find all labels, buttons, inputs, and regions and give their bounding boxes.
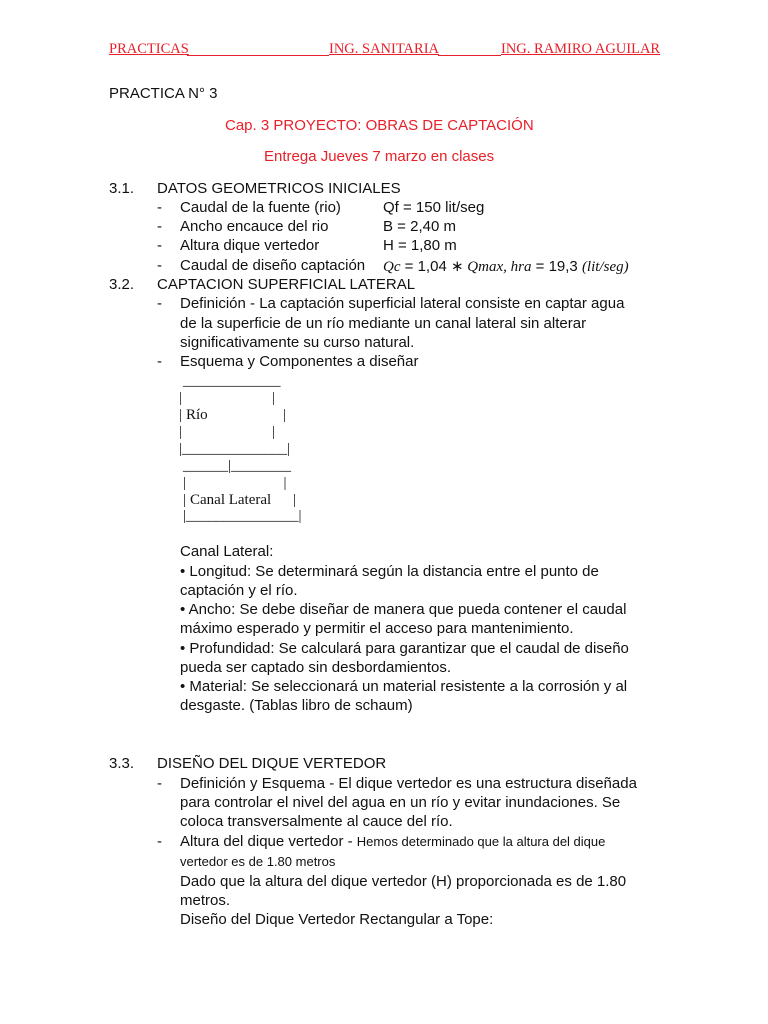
section-33-number: 3.3. bbox=[109, 755, 135, 772]
section-31-number: 3.1. bbox=[109, 180, 135, 197]
canal-box-bottom: |_______________| bbox=[183, 508, 302, 524]
delivery-note: Entrega Jueves 7 marzo en clases bbox=[264, 148, 495, 165]
list-dash: - bbox=[157, 237, 162, 254]
list-dash: - bbox=[157, 353, 162, 370]
formula-eq2: = 19,3 bbox=[531, 258, 582, 275]
list-dash: - bbox=[157, 199, 162, 216]
list-dash: - bbox=[157, 257, 162, 274]
section-32-title: CAPTACION SUPERFICIAL LATERAL bbox=[157, 276, 416, 293]
canal-line: pueda ser captado sin desbordamientos. bbox=[180, 659, 452, 676]
given-line: Dado que la altura del dique vertedor (H) proporcionada es de 1.80 bbox=[180, 873, 627, 890]
list-dash: - bbox=[157, 775, 162, 792]
connector-line: ______|________ bbox=[183, 458, 292, 474]
canal-line: desgaste. (Tablas libro de schaum) bbox=[180, 697, 413, 714]
canal-line: captación y el río. bbox=[180, 582, 298, 599]
river-box-side: | | bbox=[179, 390, 276, 406]
list-dash: - bbox=[157, 295, 162, 312]
formula-times: ∗ bbox=[450, 258, 464, 275]
height-note: Hemos determinado que la altura del dique bbox=[356, 834, 606, 849]
item-label: Caudal de la fuente (rio) bbox=[180, 199, 341, 216]
height-label: Altura del dique vertedor - bbox=[180, 833, 357, 850]
height-line bbox=[180, 833, 605, 850]
canal-box-side: | bbox=[183, 492, 187, 508]
design-flow-label: Caudal de diseño captación bbox=[180, 257, 366, 274]
definition-line: Definición y Esquema - El dique vertedor es una estructura diseñada bbox=[180, 775, 637, 792]
river-box-side: | bbox=[179, 407, 183, 423]
canal-box-side: | | bbox=[183, 475, 287, 491]
design-line: Diseño del Dique Vertedor Rectangular a Tope: bbox=[180, 911, 494, 928]
list-dash: - bbox=[157, 833, 162, 850]
river-box-top: _____________ bbox=[183, 373, 281, 389]
canal-line: • Profundidad: Se calculará para garantizar que el caudal de diseño bbox=[180, 640, 629, 657]
definition-line: significativamente su curso natural. bbox=[180, 334, 415, 351]
header-underline-gap-1 bbox=[187, 42, 329, 56]
canal-line: • Ancho: Se debe diseñar de manera que pueda contener el caudal bbox=[180, 601, 627, 618]
formula-unit: (lit/seg) bbox=[581, 259, 629, 275]
scheme-label: Esquema y Componentes a diseñar bbox=[180, 353, 419, 370]
header-left: PRACTICAS bbox=[109, 41, 189, 57]
river-box-side: | bbox=[283, 407, 287, 423]
definition-line: Definición - La captación superficial lateral consiste en captar agua bbox=[180, 295, 625, 312]
header-right: ING. RAMIRO AGUILAR bbox=[501, 41, 661, 57]
section-33-title: DISEÑO DEL DIQUE VERTEDOR bbox=[157, 755, 387, 772]
header-center: ING. SANITARIA bbox=[329, 41, 439, 57]
canal-box-side: | bbox=[293, 492, 297, 508]
definition-line: coloca transversalmente al cauce del río. bbox=[180, 813, 453, 830]
definition-line: de la superficie de un río mediante un canal lateral sin alterar bbox=[180, 315, 587, 332]
header-underline-gap-2 bbox=[438, 42, 501, 56]
item-value: Qf = 150 lit/seg bbox=[383, 199, 485, 216]
river-label: Río bbox=[186, 407, 208, 423]
item-value: H = 1,80 m bbox=[383, 237, 457, 254]
section-32-number: 3.2. bbox=[109, 276, 135, 293]
formula-eq1: = 1,04 bbox=[400, 258, 451, 275]
canal-heading: Canal Lateral: bbox=[180, 543, 274, 560]
design-flow-formula bbox=[383, 257, 629, 276]
chapter-title: Cap. 3 PROYECTO: OBRAS DE CAPTACIÓN bbox=[225, 117, 534, 134]
item-label: Ancho encauce del rio bbox=[180, 218, 329, 235]
formula-qmax: Qmax, hra bbox=[463, 259, 532, 275]
canal-line: • Longitud: Se determinará según la distancia entre el punto de bbox=[180, 563, 599, 580]
list-dash: - bbox=[157, 218, 162, 235]
section-31-title: DATOS GEOMETRICOS INICIALES bbox=[157, 180, 401, 197]
canal-line: • Material: Se seleccionará un material resistente a la corrosión y al bbox=[180, 678, 628, 695]
formula-qc: Qc bbox=[383, 259, 401, 275]
height-note-continued: vertedor es de 1.80 metros bbox=[180, 854, 336, 869]
river-box-side: | | bbox=[179, 424, 276, 440]
practice-title: PRACTICA N° 3 bbox=[109, 85, 218, 102]
definition-line: para controlar el nivel del agua en un río y evitar inundaciones. Se bbox=[180, 794, 621, 811]
item-value: B = 2,40 m bbox=[383, 218, 456, 235]
item-label: Altura dique vertedor bbox=[180, 237, 320, 254]
river-box-bottom: |______________| bbox=[179, 441, 291, 457]
canal-label: Canal Lateral bbox=[190, 492, 272, 508]
canal-line: máximo esperado y permitir el acceso para mantenimiento. bbox=[180, 620, 574, 637]
given-line: metros. bbox=[180, 892, 231, 909]
